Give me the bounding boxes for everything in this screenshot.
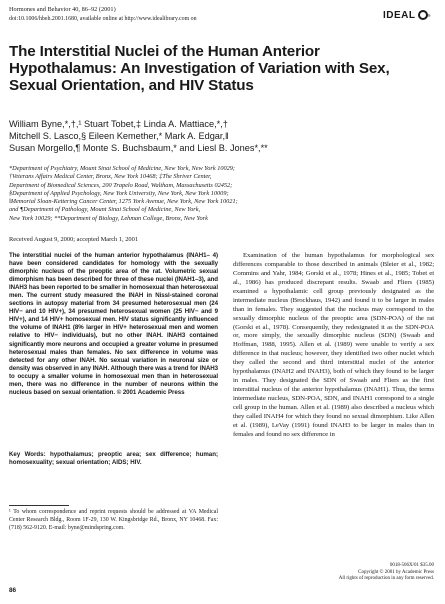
copyright-block [234, 563, 434, 583]
received-date: Received August 9, 2000; accepted March 1, 2001 [9, 236, 139, 243]
affiliation-line: *Department of Psychiatry, Mount Sinai School of Medicine, New York, New York 10029; [9, 165, 236, 172]
affiliation-line: Department of Biomedical Sciences, 200 Trapelo Road, Waltham, Massachusetts 02452; [9, 181, 233, 189]
keywords [9, 451, 218, 467]
registered-mark: ® [427, 12, 431, 18]
article-title: The Interstitial Nuclei of the Human Anterior Hypothalamus: An Investigation of Variation with Sex, Sexual Orientation, and HIV Status [9, 43, 390, 94]
journal-header [9, 6, 435, 30]
author-line: William Byne,*,†,¹ Stuart Tobet,‡ Linda A. Mattiace,*,† [9, 119, 228, 129]
affiliation-line: †Veterans Affairs Medical Center, Bronx, New York 10468; ‡The Shriver Center, [9, 173, 212, 181]
author-line: Susan Morgello,¶ Monte S. Buchsbaum,* and Liesl B. Jones*,** [9, 143, 268, 153]
footnote-divider [9, 505, 69, 506]
author-list [9, 118, 429, 154]
affiliation-line: New York 10029; **Department of Biology, Lehman College, Bronx, New York [9, 214, 208, 222]
abstract-copyright: © 2001 Academic Press [116, 388, 185, 396]
page-number: 86 [9, 587, 17, 594]
footnote-text: ¹ To whom correspondence and reprint requests should be addressed at VA Medical Center Research Bldg., Room 1F-29, 130 W. Kingsbridge Rd., Bronx, NY 10468. Fax: (718) 562-9120. E-mail: byne@mindspring.com. [9, 509, 218, 532]
affiliation-line: ‖Memorial Sloan-Kettering Cancer Center, 1275 York Avenue, New York, New York 10021; [9, 198, 238, 206]
abstract-text: The interstitial nuclei of the human anterior hypothalamus (INAH1– 4) have been considered candidates for homology with the sexually dimorphic nucleus of the preoptic area of the rat. Volumetric sexual dimorphism has been described for three of these nuclei (INAH1–3), and INAH3 has been reported to be smaller in homosexual than heterosexual men. The current study measured the INAH in Nissl-stained coronal sections in autopsy material from 34 presumed heterosexual men (24 HIV− and 10 HIV+), 34 presumed heterosexual women (25 HIV− and 9 HIV+), and 14 HIV+ homosexual men. HIV status significantly influenced the volume of INAH1 (8% larger in HIV+ heterosexual men and women relative to HIV− individuals), but no other INAH. INAH3 contained significantly more neurons and occupied a greater volume in presumed heterosexual males than females. No sex difference in volume was detected for any other INAH. No sexual variation in neuronal size or density was observed in any INAH. Although there was a trend for INAH3 to occupy a smaller volume in homosexual men than in heterosexual men, there was no difference in the number of neurons within the nucleus based on sexual orientation. [9, 252, 218, 396]
body-paragraph: Examination of the human hypothalamus for morphological sex differences comparable to those described in animals (Bleier et al., 1982; Commins and Yahr, 1984; Gorski et al., 1978; Hines et al., 1985; Tobet et al., 1986) has produced discrepant results. Swaab and Fliers (1985) examined a hypothalamic cell group previously designated as the intermediate nucleus (Brockhaus, 1942) and found it to be larger in males than in females. They suggested that the nucleus may correspond to the sexually dimorphic nucleus of the preoptic area (SDN-POA) of the rat (Gorski et al., 1978). Consequently, they redesignated it as the SDN-POA or, more simply, the sexually dimorphic nucleus (SDN) (Swaab and Hoffman, 1988, 1995). Allen et al. (1989) were unable to verify a sex difference in that nucleus; however, they identified two other nuclei which they called the second and third interstitial nuclei of the anterior hypothalamus (INAH2 and INAH3), both of which they found to be larger in males. They designated the SDN of Swaab and Fliers as the first interstitial nucleus of the anterior hypothalamus (INAH1). Thus, the terms intermediate nucleus, SDN-POA, SDN, and INAH1 correspond to a single cell group in the human. Allen et al. (1989) also described a nucleus which they called INAH4 for which they found no sexual dimorphism. Like Allen et al. (1989), LeVay (1991) found INAH3 to be larger in males than in females and found no sex difference in [233, 252, 434, 438]
footnote [9, 508, 218, 532]
doi-link[interactable]: doi:10.1006/hbeh.2001.1680, available online at http://www.idealibrary.com on [9, 16, 197, 22]
affiliation-line: and ¶Department of Pathology, Mount Sinai School of Medicine, New York, [9, 206, 201, 214]
keywords-label: Key Words: [9, 451, 46, 458]
ideal-logo[interactable] [383, 8, 435, 22]
journal-citation: Hormones and Behavior 40, 86–92 (2001) [9, 6, 116, 13]
affiliation-line: §Department of Applied Psychology, New York University, New York, New York 10009; [9, 189, 229, 197]
keywords-text: hypothalamus; preoptic area; sex difference; human; homosexuality; sexual orientation; AIDS; HIV. [9, 451, 218, 467]
rights-line: All rights of reproduction in any form reserved. [338, 576, 434, 582]
copyright-line: Copyright © 2001 by Academic Press [358, 569, 434, 575]
body-column [233, 252, 434, 440]
issn-line: 0018-506X/01 $35.00 [389, 563, 434, 568]
affiliations [9, 165, 433, 223]
author-line: Mitchell S. Lasco,§ Eileen Kemether,* Mark A. Edgar,‖ [9, 131, 229, 141]
ideal-logo-icon [418, 10, 428, 20]
abstract [9, 252, 218, 397]
ideal-logo-text: IDEAL [383, 9, 416, 21]
